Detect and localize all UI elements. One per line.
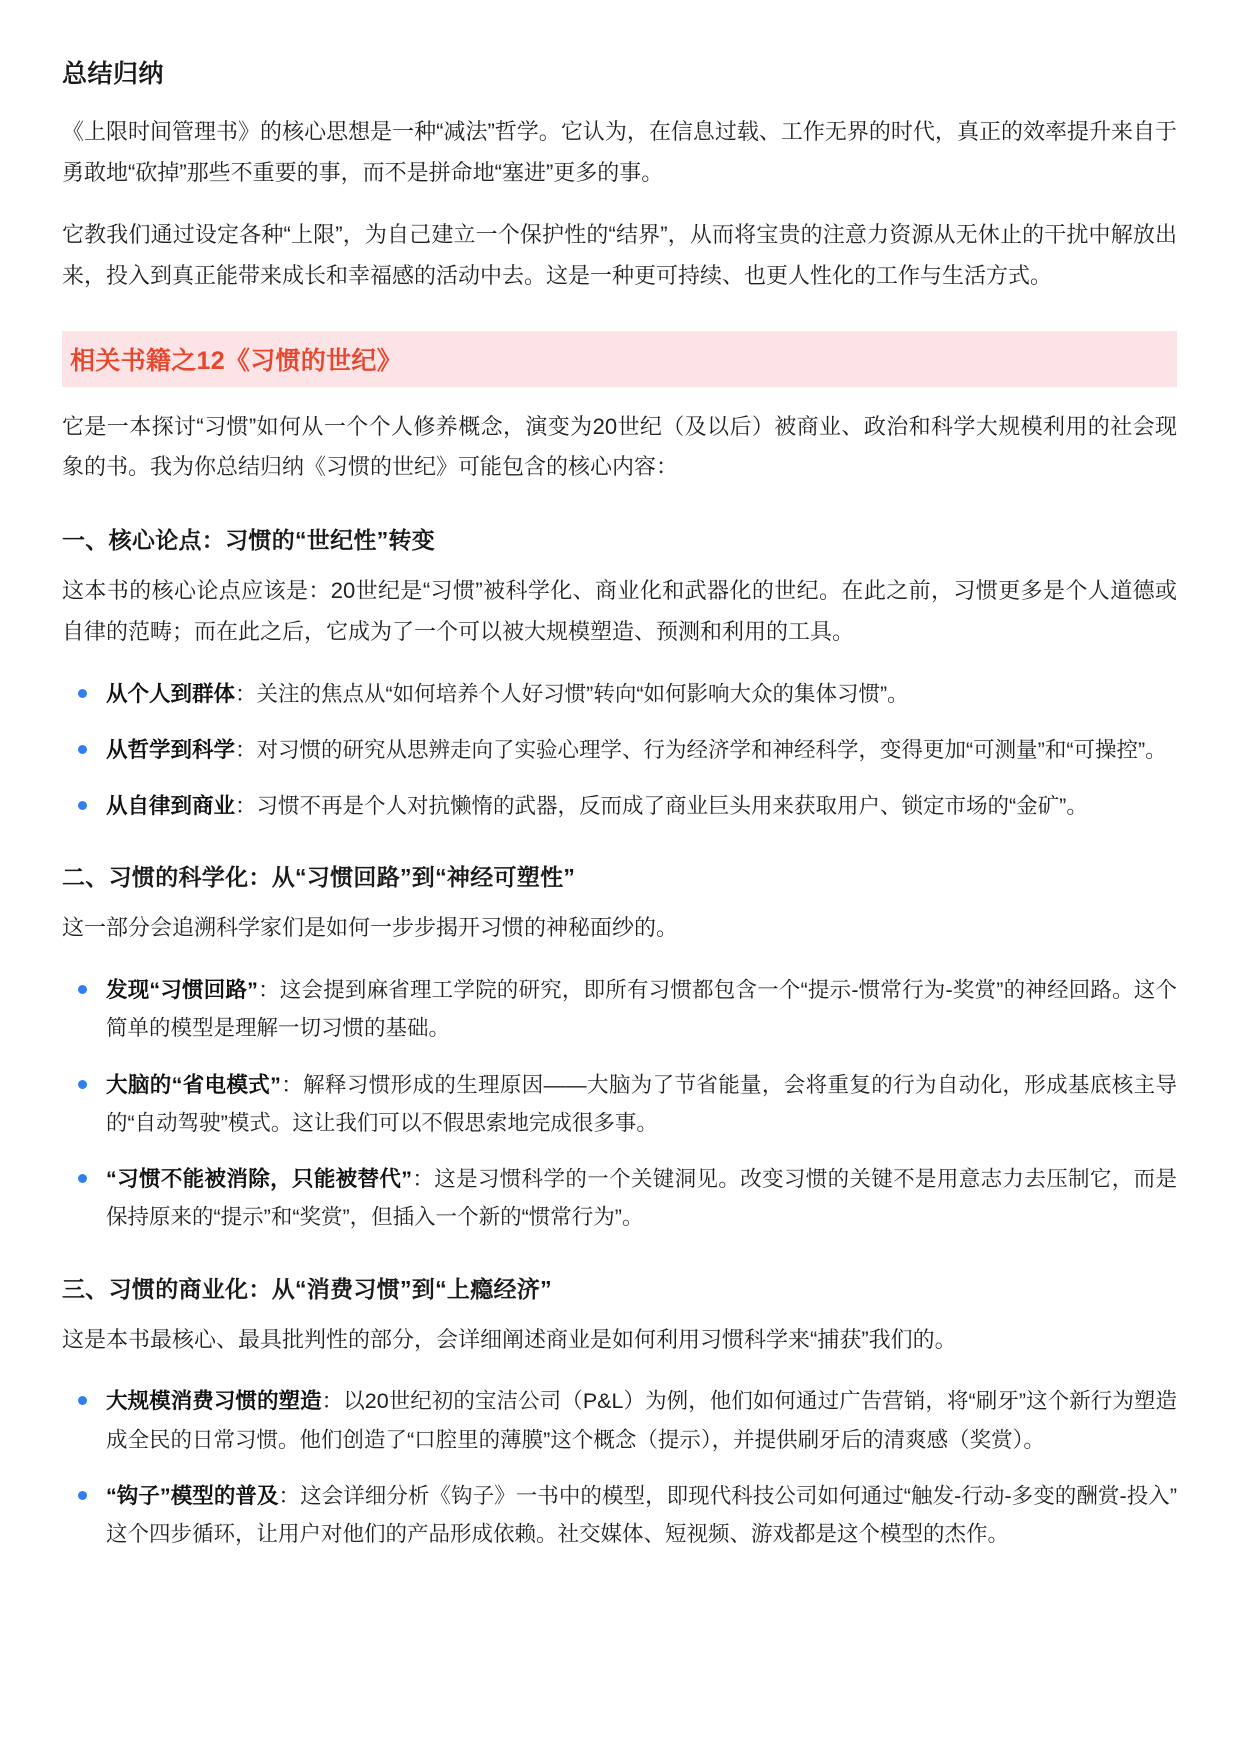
part-3-intro: 这是本书最核心、最具批判性的部分，会详细阐述商业是如何利用习惯科学来“捕获”我们的。	[62, 1326, 957, 1352]
bullet-dot-icon	[78, 985, 87, 994]
summary-paragraph-1: 《上限时间管理书》的核心思想是一种“减法”哲学。它认为，在信息过载、工作无界的时代，真正的效率提升来自于勇敢地“砍掉”那些不重要的事，而不是拼命地“塞进”更多的事。	[62, 119, 1177, 185]
bullet-dot-icon	[78, 801, 87, 810]
bullet-label: “钩子”模型的普及	[106, 1483, 279, 1508]
part-3-bullet-list	[62, 1382, 1177, 1553]
bullet-dot-icon	[78, 1080, 87, 1089]
bullet-text: ：这会提到麻省理工学院的研究，即所有习惯都包含一个“提示-惯常行为-奖赏”的神经回路。这个简单的模型是理解一切习惯的基础。	[106, 977, 1177, 1041]
part-2-bullet-list	[62, 971, 1177, 1237]
bullet-text: ：习惯不再是个人对抗懒惰的武器，反而成了商业巨头用来获取用户、锁定市场的“金矿”。	[235, 794, 1088, 819]
list-item	[62, 787, 1177, 825]
bullet-text: ：解释习惯形成的生理原因——大脑为了节省能量，会将重复的行为自动化，形成基底核主导的“自动驾驶”模式。这让我们可以不假思索地完成很多事。	[106, 1072, 1177, 1135]
list-item	[62, 731, 1177, 769]
bullet-text: ：以20世纪初的宝洁公司（P&L）为例，他们如何通过广告营销，将“刷牙”这个新行为塑造成全民的日常习惯。他们创造了“口腔里的薄膜”这个概念（提示），并提供刷牙后的清爽感（奖赏）。	[106, 1389, 1177, 1452]
book-section-heading: 相关书籍之12《习惯的世纪》	[62, 331, 1177, 387]
bullet-dot-icon	[78, 745, 87, 754]
part-2-heading: 二、习惯的科学化：从“习惯回路”到“神经可塑性”	[62, 864, 576, 891]
bullet-text: ：对习惯的研究从思辨走向了实验心理学、行为经济学和神经科学，变得更加“可测量”和“可操控”。	[235, 737, 1167, 762]
bullet-label: 大脑的“省电模式”	[106, 1072, 281, 1097]
bullet-dot-icon	[78, 1491, 87, 1500]
list-item	[62, 971, 1177, 1048]
summary-paragraph-2: 它教我们通过设定各种“上限”，为自己建立一个保护性的“结界”，从而将宝贵的注意力资源从无休止的干扰中解放出来，投入到真正能带来成长和幸福感的活动中去。这是一种更可持续、也更人性化的工作与生活方式。	[62, 222, 1177, 289]
bullet-dot-icon	[78, 689, 87, 698]
part-1-intro: 这本书的核心论点应该是：20世纪是“习惯”被科学化、商业化和武器化的世纪。在此之前，习惯更多是个人道德或自律的范畴；而在此之后，它成为了一个可以被大规模塑造、预测和利用的工具。	[62, 578, 1177, 644]
bullet-label: 从个人到群体	[106, 681, 236, 706]
bullet-text: ：这是习惯科学的一个关键洞见。改变习惯的关键不是用意志力去压制它，而是保持原来的“提示”和“奖赏”，但插入一个新的“惯常行为”。	[106, 1167, 1177, 1230]
book-section-intro: 它是一本探讨“习惯”如何从一个个人修养概念，演变为20世纪（及以后）被商业、政治和科学大规模利用的社会现象的书。我为你总结归纳《习惯的世纪》可能包含的核心内容：	[62, 413, 1177, 480]
bullet-label: 从自律到商业	[106, 794, 236, 819]
bullet-label: 从哲学到科学	[106, 737, 236, 762]
list-item	[62, 1477, 1177, 1554]
list-item	[62, 1160, 1177, 1237]
list-item	[62, 675, 1177, 713]
part-1-heading: 一、核心论点：习惯的“世纪性”转变	[62, 527, 436, 554]
bullet-label: 大规模消费习惯的塑造	[106, 1389, 322, 1414]
part-2-intro: 这一部分会追溯科学家们是如何一步步揭开习惯的神秘面纱的。	[62, 915, 679, 941]
list-item	[62, 1382, 1177, 1459]
bullet-label: “习惯不能被消除，只能被替代”	[106, 1167, 412, 1192]
bullet-text: ：这会详细分析《钩子》一书中的模型，即现代科技公司如何通过“触发-行动-多变的酬赏-投入”这个四步循环，让用户对他们的产品形成依赖。社交媒体、短视频、游戏都是这个模型的杰作。	[106, 1483, 1177, 1547]
bullet-dot-icon	[78, 1174, 87, 1183]
part-3-heading: 三、习惯的商业化：从“消费习惯”到“上瘾经济”	[62, 1275, 552, 1302]
list-item	[62, 1066, 1177, 1143]
bullet-dot-icon	[78, 1396, 87, 1405]
bullet-text: ：关注的焦点从“如何培养个人好习惯”转向“如何影响大众的集体习惯”。	[235, 681, 909, 706]
part-1-bullet-list	[62, 675, 1177, 826]
page-title: 总结归纳	[62, 60, 165, 88]
bullet-label: 发现“习惯回路”	[106, 977, 258, 1002]
